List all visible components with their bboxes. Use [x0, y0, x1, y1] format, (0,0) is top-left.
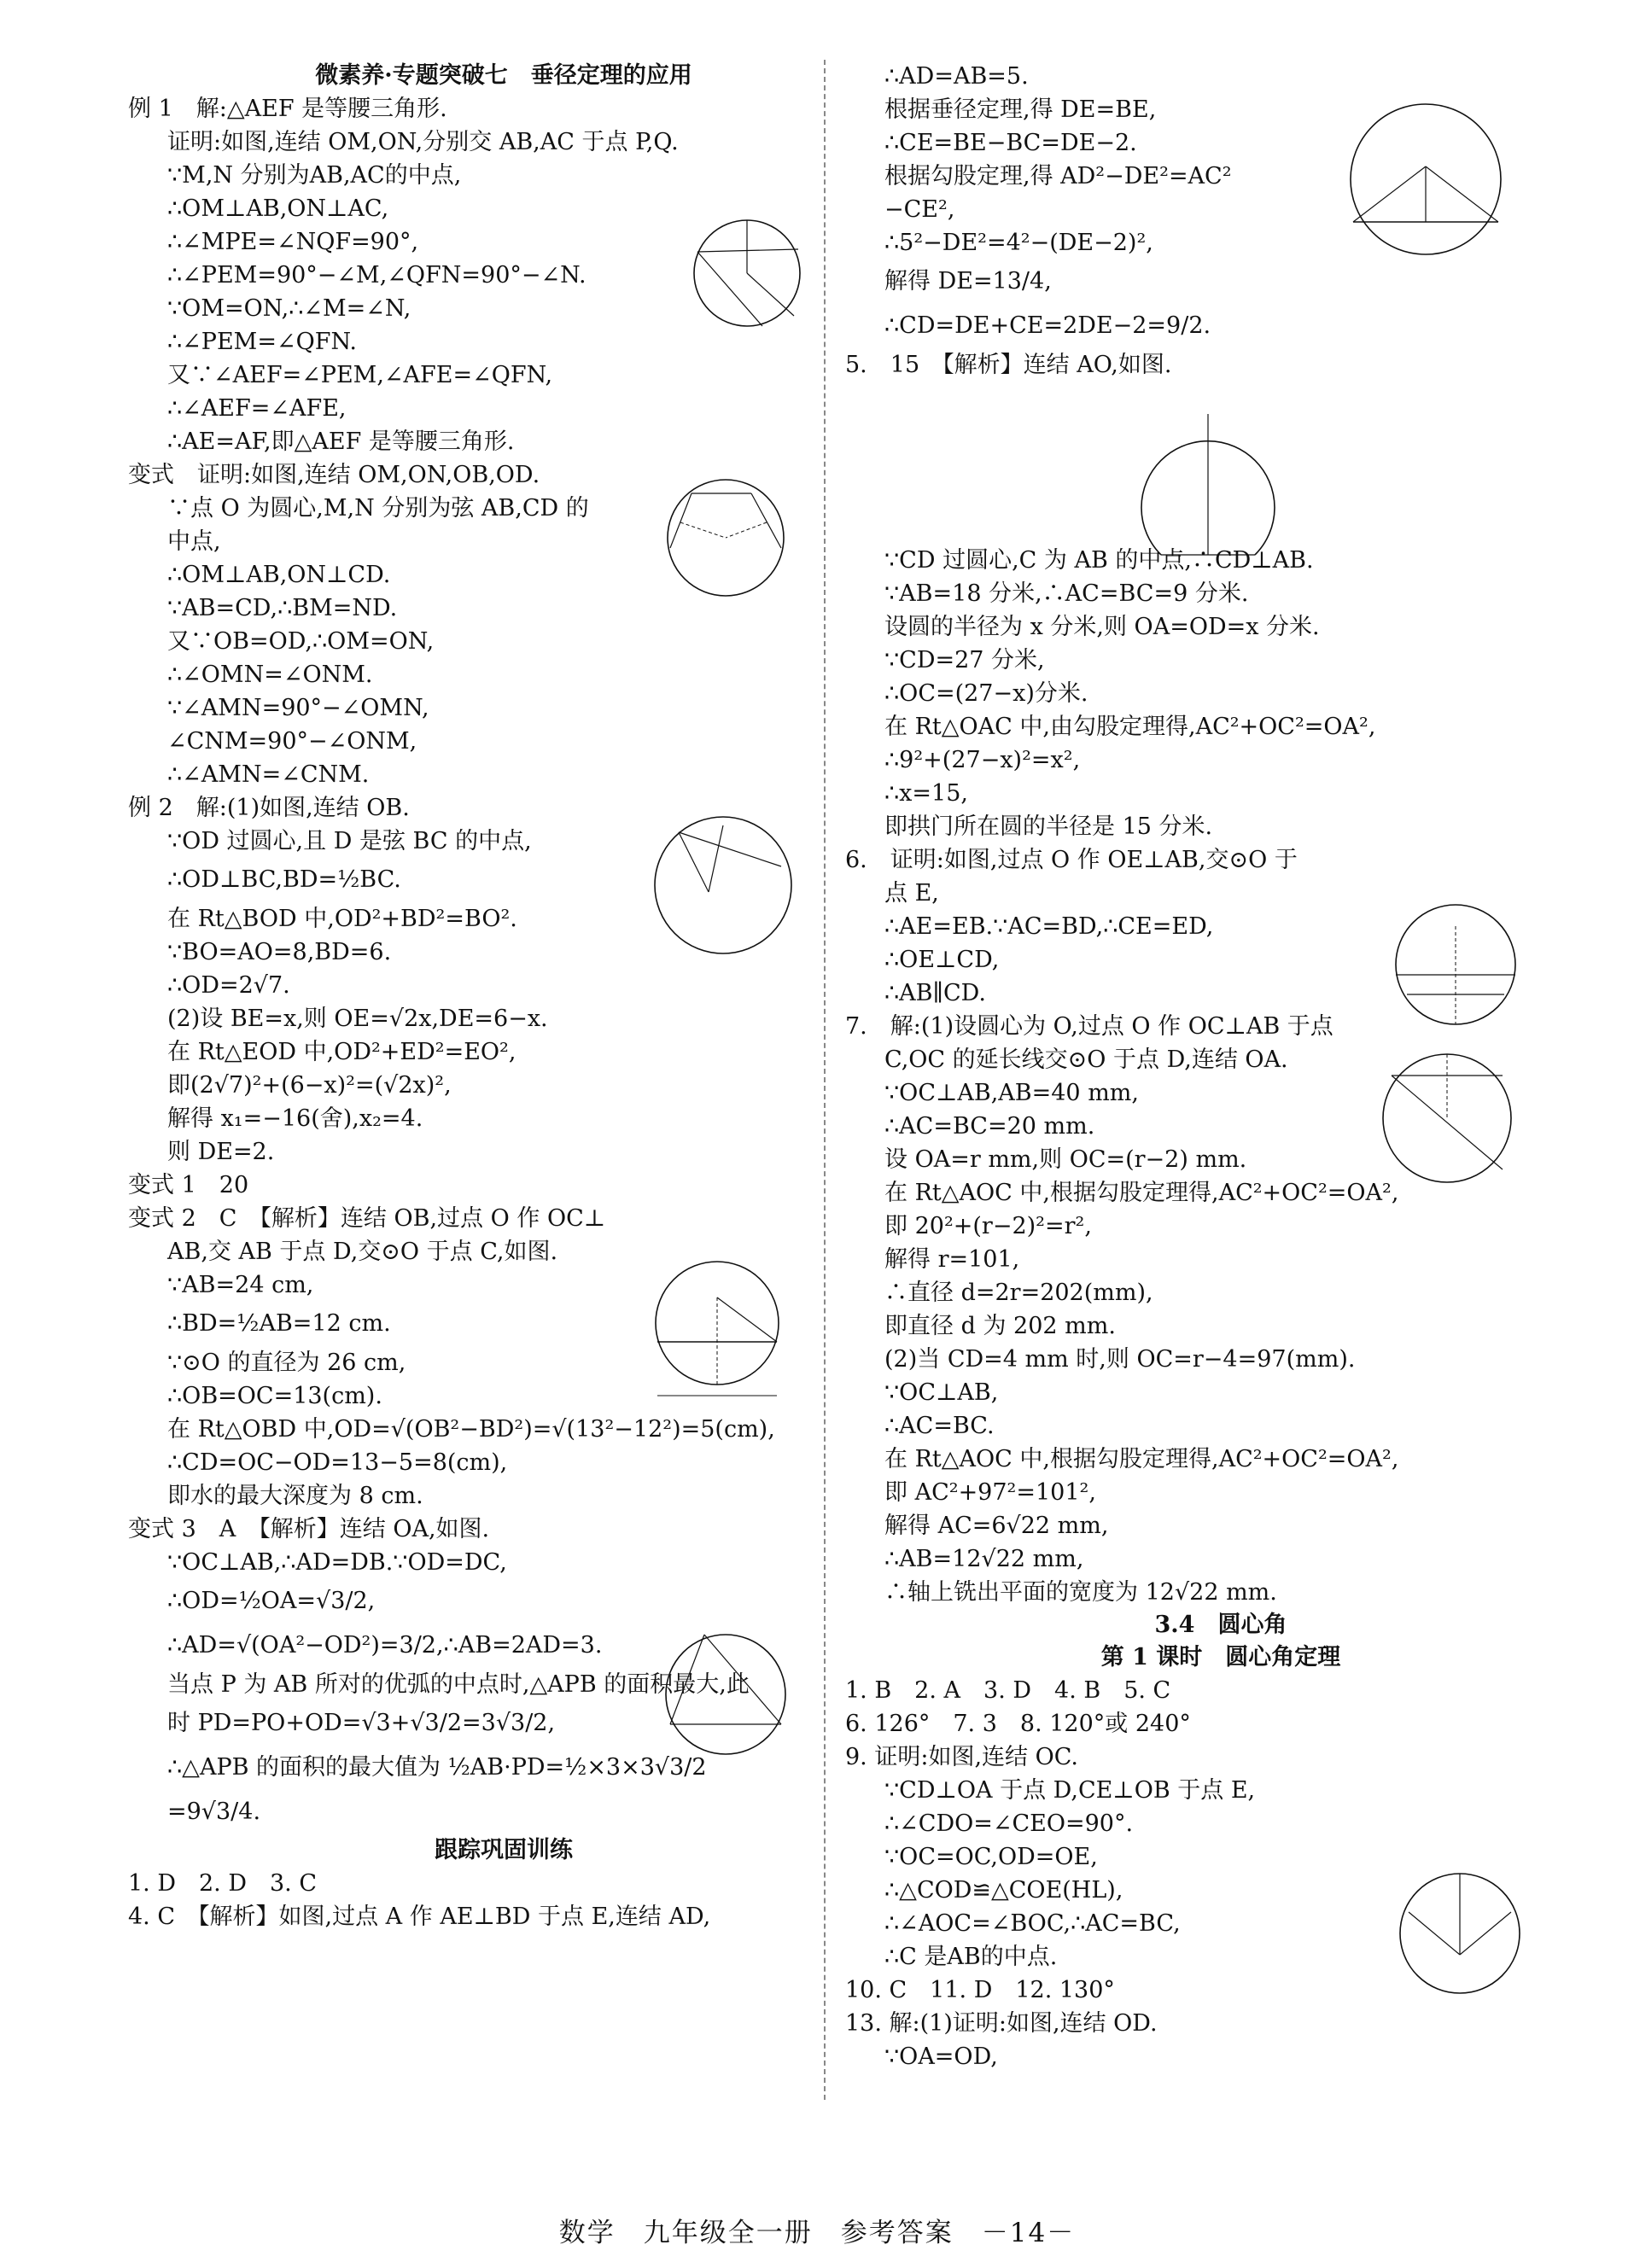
text-line: 根据勾股定理,得 AD²−DE²=AC² [884, 163, 1232, 189]
text-line: 例 1 解:△AEF 是等腰三角形. [128, 96, 447, 122]
text-line: ∴OM⊥AB,ON⊥CD. [167, 562, 391, 588]
text-line: 6. 证明:如图,过点 O 作 OE⊥AB,交⊙O 于 [845, 847, 1298, 873]
text-line: ∴CE=BE−BC=DE−2. [884, 130, 1137, 156]
text-line: ∴△COD≌△COE(HL), [884, 1877, 1123, 1904]
text-line: 解得 DE=13/4, [884, 268, 1052, 294]
text-line: ∵点 O 为圆心,M,N 分别为弦 AB,CD 的 [167, 495, 589, 522]
text-line: 当点 P 为 AB 所对的优弧的中点时,△APB 的面积最大,此 [167, 1671, 750, 1698]
section-title: 3.4 圆心角 [1154, 1612, 1287, 1638]
text-line: 5. 15 【解析】连结 AO,如图. [845, 352, 1172, 378]
text-line: 在 Rt△BOD 中,OD²+BD²=BO². [167, 906, 517, 932]
figure-q4-circle [1340, 94, 1511, 265]
text-line: ∵AB=CD,∴BM=ND. [167, 595, 398, 621]
text-line: −CE², [884, 196, 955, 223]
text-line: ∴∠MPE=∠NQF=90°, [167, 229, 419, 255]
text-line: 设圆的半径为 x 分米,则 OA=OD=x 分米. [884, 614, 1320, 640]
text-line: ∵⊙O 的直径为 26 cm, [167, 1350, 406, 1376]
text-line: 在 Rt△OBD 中,OD=√(OB²−BD²)=√(13²−12²)=5(cm), [167, 1416, 775, 1443]
figure-q5-arch [1127, 405, 1289, 568]
text-line: 即(2√7)²+(6−x)²=(√2x)², [167, 1072, 452, 1099]
figure-q7-shaft [1374, 1037, 1537, 1191]
text-line: 中点, [167, 528, 221, 555]
text-line: ∴AE=EB.∵AC=BD,∴CE=ED, [884, 913, 1214, 940]
text-line: 解得 AC=6√22 mm, [884, 1513, 1109, 1539]
text-line: 10. C 11. D 12. 130° [845, 1977, 1115, 2003]
text-line: ∴直径 d=2r=202(mm), [884, 1280, 1153, 1306]
text-line: ∴CD=DE+CE=2DE−2=9/2. [884, 312, 1211, 339]
text-line: ∵CD 过圆心,C 为 AB 的中点,∴CD⊥AB. [884, 547, 1314, 574]
text-line: ∴∠AMN=∠CNM. [167, 761, 370, 788]
text-line: ∴OM⊥AB,ON⊥AC, [167, 195, 389, 222]
section-title: 微素养·专题突破七 垂径定理的应用 [315, 62, 692, 89]
text-line: (2)当 CD=4 mm 时,则 OC=r−4=97(mm). [884, 1346, 1356, 1373]
text-line: ∵OM=ON,∴∠M=∠N, [167, 295, 411, 322]
text-line: AB,交 AB 于点 D,交⊙O 于点 C,如图. [167, 1239, 558, 1265]
text-line: 例 2 解:(1)如图,连结 OB. [128, 795, 410, 821]
text-line: 解得 x₁=−16(舍),x₂=4. [167, 1105, 423, 1132]
text-line: 即 AC²+97²=101², [884, 1479, 1096, 1506]
text-line: =9√3/4. [167, 1799, 261, 1825]
text-line: ∠CNM=90°−∠ONM, [167, 728, 417, 755]
text-line: ∵AB=24 cm, [167, 1272, 314, 1298]
text-line: ∴AC=BC. [884, 1413, 995, 1439]
text-line: 点 E, [884, 880, 939, 907]
text-line: ∴AB=12√22 mm, [884, 1546, 1084, 1572]
text-line: ∵CD=27 分米, [884, 647, 1045, 673]
text-line: ∴∠CDO=∠CEO=90°. [884, 1810, 1134, 1837]
text-line: 变式 2 C 【解析】连结 OB,过点 O 作 OC⊥ [128, 1205, 606, 1232]
text-line: 时 PD=PO+OD=√3+√3/2=3√3/2, [167, 1710, 556, 1736]
text-line: ∴9²+(27−x)²=x², [884, 747, 1081, 773]
text-line: 在 Rt△OAC 中,由勾股定理得,AC²+OC²=OA², [884, 714, 1376, 740]
text-line: 变式 1 20 [128, 1172, 249, 1198]
text-line: 在 Rt△AOC 中,根据勾股定理得,AC²+OC²=OA², [884, 1180, 1399, 1206]
text-line: 设 OA=r mm,则 OC=(r−2) mm. [884, 1146, 1247, 1173]
text-line: 在 Rt△EOD 中,OD²+ED²=EO², [167, 1039, 516, 1065]
text-line: 4. C 【解析】如图,过点 A 作 AE⊥BD 于点 E,连结 AD, [128, 1904, 711, 1930]
text-line: ∴OD⊥BC,BD=½BC. [167, 866, 401, 893]
text-line: 根据垂径定理,得 DE=BE, [884, 96, 1157, 123]
text-line: ∴AD=√(OA²−OD²)=3/2,∴AB=2AD=3. [167, 1632, 603, 1659]
text-line: 9. 证明:如图,连结 OC. [845, 1744, 1079, 1770]
text-line: 1. B 2. A 3. D 4. B 5. C [845, 1677, 1171, 1704]
text-line: ∴△APB 的面积的最大值为 ½AB·PD=½×3×3√3/2 [167, 1754, 707, 1781]
text-line: ∴∠PEM=∠QFN. [167, 329, 357, 355]
figure-variant2-circle [645, 1255, 790, 1408]
text-line: ∴AE=AF,即△AEF 是等腰三角形. [167, 429, 515, 455]
text-line: ∵OC⊥AB,∴AD=DB.∵OD=DC, [167, 1549, 507, 1576]
text-line: ∵M,N 分别为AB,AC的中点, [167, 162, 462, 189]
section-title: 跟踪巩固训练 [435, 1837, 573, 1863]
text-line: ∵OD 过圆心,且 D 是弦 BC 的中点, [167, 828, 532, 854]
text-line: 即直径 d 为 202 mm. [884, 1313, 1116, 1339]
text-line: ∴∠PEM=90°−∠M,∠QFN=90°−∠N. [167, 262, 586, 289]
text-line: ∵AB=18 分米,∴AC=BC=9 分米. [884, 580, 1249, 607]
text-line: 变式 3 A 【解析】连结 OA,如图. [128, 1516, 490, 1542]
text-line: 即水的最大深度为 8 cm. [167, 1483, 423, 1509]
text-line: ∴CD=OC−OD=13−5=8(cm), [167, 1449, 508, 1476]
text-line: ∴OC=(27−x)分米. [884, 680, 1088, 707]
text-line: ∴AC=BC=20 mm. [884, 1113, 1095, 1140]
section-title: 第 1 课时 圆心角定理 [1100, 1644, 1341, 1670]
figure-q9-circle [1392, 1861, 1528, 1997]
text-line: ∵BO=AO=8,BD=6. [167, 939, 392, 965]
text-line: ∵OC=OC,OD=OE, [884, 1844, 1098, 1870]
text-line: ∴∠AOC=∠BOC,∴AC=BC, [884, 1910, 1181, 1937]
text-line: ∴5²−DE²=4²−(DE−2)², [884, 230, 1153, 256]
text-line: 13. 解:(1)证明:如图,连结 OD. [845, 2010, 1158, 2037]
text-line: ∵OA=OD, [884, 2044, 998, 2070]
text-line: 证明:如图,连结 OM,ON,分别交 AB,AC 于点 P,Q. [167, 129, 679, 155]
figure-variant-circle [653, 469, 798, 606]
text-line: ∴OD=½OA=√3/2, [167, 1588, 376, 1614]
text-line: ∴轴上铣出平面的宽度为 12√22 mm. [884, 1579, 1277, 1606]
text-line: (2)设 BE=x,则 OE=√2x,DE=6−x. [167, 1006, 548, 1032]
page-footer: 数学 九年级全一册 参考答案 －14－ [558, 2218, 1076, 2248]
text-line: 即 20²+(r−2)²=r², [884, 1213, 1092, 1239]
text-line: ∴x=15, [884, 780, 968, 807]
figure-q6-circle [1383, 896, 1528, 1033]
text-line: ∴BD=½AB=12 cm. [167, 1310, 391, 1337]
text-line: ∴AD=AB=5. [884, 63, 1029, 90]
text-line: ∴C 是AB的中点. [884, 1944, 1058, 1970]
figure-variant3-circle [657, 1622, 794, 1767]
text-line: ∴AB∥CD. [884, 980, 986, 1006]
text-line: 在 Rt△AOC 中,根据勾股定理得,AC²+OC²=OA², [884, 1446, 1399, 1472]
text-line: 变式 证明:如图,连结 OM,ON,OB,OD. [128, 462, 540, 488]
text-line: 7. 解:(1)设圆心为 O,过点 O 作 OC⊥AB 于点 [845, 1013, 1333, 1040]
text-line: 6. 126° 7. 3 8. 120°或 240° [845, 1711, 1191, 1737]
text-line: ∵OC⊥AB,AB=40 mm, [884, 1080, 1139, 1106]
text-line: ∴OB=OC=13(cm). [167, 1383, 382, 1409]
text-line: ∴OD=2√7. [167, 972, 290, 999]
text-line: ∴∠AEF=∠AFE, [167, 395, 347, 422]
text-line: ∵OC⊥AB, [884, 1379, 999, 1406]
text-line: ∵∠AMN=90°−∠OMN, [167, 695, 429, 721]
text-line: ∴OE⊥CD, [884, 947, 1000, 973]
text-line: C,OC 的延长线交⊙O 于点 D,连结 OA. [884, 1047, 1288, 1073]
text-line: 则 DE=2. [167, 1139, 275, 1165]
text-line: 即拱门所在圆的半径是 15 分米. [884, 813, 1213, 840]
text-line: ∴∠OMN=∠ONM. [167, 662, 373, 688]
text-line: 又∵OB=OD,∴OM=ON, [167, 628, 435, 655]
figure-example2-circle [645, 807, 802, 965]
text-line: ∵CD⊥OA 于点 D,CE⊥OB 于点 E, [884, 1777, 1256, 1804]
text-line: 1. D 2. D 3. C [128, 1870, 317, 1897]
text-line: 解得 r=101, [884, 1246, 1020, 1273]
text-line: 又∵∠AEF=∠PEM,∠AFE=∠QFN, [167, 362, 553, 388]
figure-example1-circle [679, 205, 815, 341]
